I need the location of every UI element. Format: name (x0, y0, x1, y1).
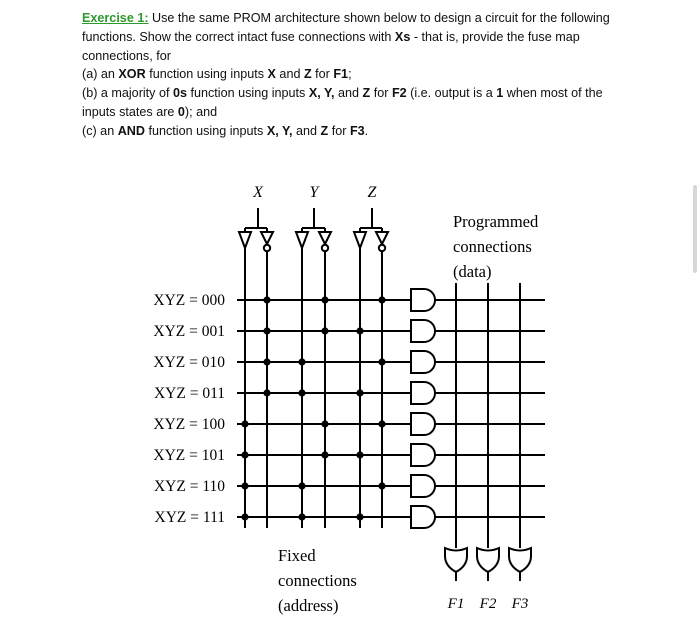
part-text: 1 (496, 86, 504, 101)
exercise-title: Exercise 1: (82, 11, 149, 25)
buffer-gate (239, 232, 251, 248)
fixed-fuse-dot (298, 513, 305, 520)
fixed-fuse-dot (321, 327, 328, 334)
part-text: for (370, 86, 392, 101)
fixed-connections-label: (address) (278, 596, 339, 615)
fixed-fuse-dot (263, 358, 270, 365)
part-text: and (334, 86, 363, 101)
and-gate (411, 351, 435, 373)
output-label-f3: F3 (511, 596, 529, 612)
part-text: ; (348, 67, 352, 82)
part-text: F3 (349, 123, 365, 138)
programmed-connections-label: Programmed (453, 212, 539, 231)
part-text: (i.e. output is a (406, 86, 497, 101)
intro-tail: - that is, provide the fuse map connections, for (82, 29, 580, 63)
part-text: and (275, 67, 304, 82)
inverter-bubble (322, 245, 328, 251)
input-label-y: Y (309, 184, 319, 201)
part-text: function using inputs (187, 86, 309, 101)
fixed-fuse-dot (356, 451, 363, 458)
part-text: for (328, 123, 350, 138)
fixed-connections-label: Fixed (278, 546, 316, 565)
part-text: X (267, 67, 276, 82)
fixed-fuse-dot (356, 389, 363, 396)
part-text: function using inputs (145, 67, 268, 82)
intro-text: Use the same PROM architecture shown below to design a circuit for the following functions. Show the correct intact fuse connections with (82, 11, 610, 44)
and-gate (411, 320, 435, 342)
part-text: X, Y, (266, 123, 293, 138)
part-text: Z (303, 67, 312, 82)
part-text: . (364, 123, 369, 138)
row-label: XYZ = 000 (153, 292, 225, 309)
or-gate (445, 548, 467, 572)
and-gate (411, 506, 435, 528)
fixed-fuse-dot (356, 327, 363, 334)
fixed-fuse-dot (356, 513, 363, 520)
fixed-fuse-dot (378, 296, 385, 303)
row-label: XYZ = 111 (154, 509, 225, 526)
wiring (237, 208, 545, 581)
fixed-fuse-dot (321, 420, 328, 427)
inverter-gate (376, 232, 388, 244)
fixed-fuse-dot (298, 358, 305, 365)
part-text: 0s (172, 86, 187, 101)
output-label-f1: F1 (447, 596, 465, 612)
buffer-gate (296, 232, 308, 248)
row-label: XYZ = 110 (153, 478, 225, 495)
part-text: X, Y, (308, 86, 335, 101)
fixed-fuse-dot (241, 513, 248, 520)
input-label-z: Z (367, 184, 377, 201)
inverter-gate (261, 232, 273, 244)
input-label-x: X (253, 184, 263, 201)
part-text: (a) an (82, 67, 119, 82)
fixed-fuse-dot (298, 389, 305, 396)
part-text: ); and (184, 104, 218, 119)
inverter-bubble (264, 245, 270, 251)
row-label: XYZ = 010 (153, 354, 225, 371)
inverter-bubble (379, 245, 385, 251)
part-text: AND (117, 123, 145, 138)
inverter-gate (319, 232, 331, 244)
fixed-fuse-dot (321, 451, 328, 458)
row-label: XYZ = 001 (153, 323, 225, 340)
part-text: XOR (118, 67, 146, 82)
row-label: XYZ = 101 (153, 447, 225, 464)
fixed-connections-label: connections (278, 571, 357, 590)
fixed-fuse-dot (378, 358, 385, 365)
buffer-gate (354, 232, 366, 248)
programmed-connections-label: (data) (453, 262, 492, 281)
fixed-fuse-dot (241, 451, 248, 458)
fixed-fuse-dot (298, 482, 305, 489)
and-gate (411, 413, 435, 435)
fixed-fuse-dot (263, 327, 270, 334)
part-text: F1 (333, 67, 349, 82)
part-text: Z (320, 123, 329, 138)
and-gate (411, 382, 435, 404)
fixed-fuse-dot (263, 296, 270, 303)
and-gate (411, 444, 435, 466)
and-gate (411, 289, 435, 311)
part-text: 0 (177, 104, 185, 119)
fixed-fuse-dot (378, 482, 385, 489)
output-label-f2: F2 (479, 596, 497, 612)
part-text: when most of the inputs states are (82, 86, 603, 119)
part-text: function using inputs (145, 123, 267, 138)
fixed-fuse-dot (378, 420, 385, 427)
and-gate (411, 475, 435, 497)
xs-term: Xs (394, 29, 411, 44)
part-text: F2 (391, 86, 407, 101)
row-label: XYZ = 100 (153, 416, 225, 433)
or-gate (477, 548, 499, 572)
fixed-fuse-dot (241, 482, 248, 489)
fixed-fuse-dot (321, 296, 328, 303)
part-text: for (311, 67, 334, 82)
part-text: (b) a majority of (82, 86, 173, 101)
part-text: (c) an (82, 123, 118, 138)
part-text: Z (362, 86, 371, 101)
fixed-fuse-dot (241, 420, 248, 427)
programmed-connections-label: connections (453, 237, 532, 256)
fixed-fuse-dot (263, 389, 270, 396)
or-gate (509, 548, 531, 572)
row-label: XYZ = 011 (153, 385, 225, 402)
part-text: and (292, 123, 321, 138)
